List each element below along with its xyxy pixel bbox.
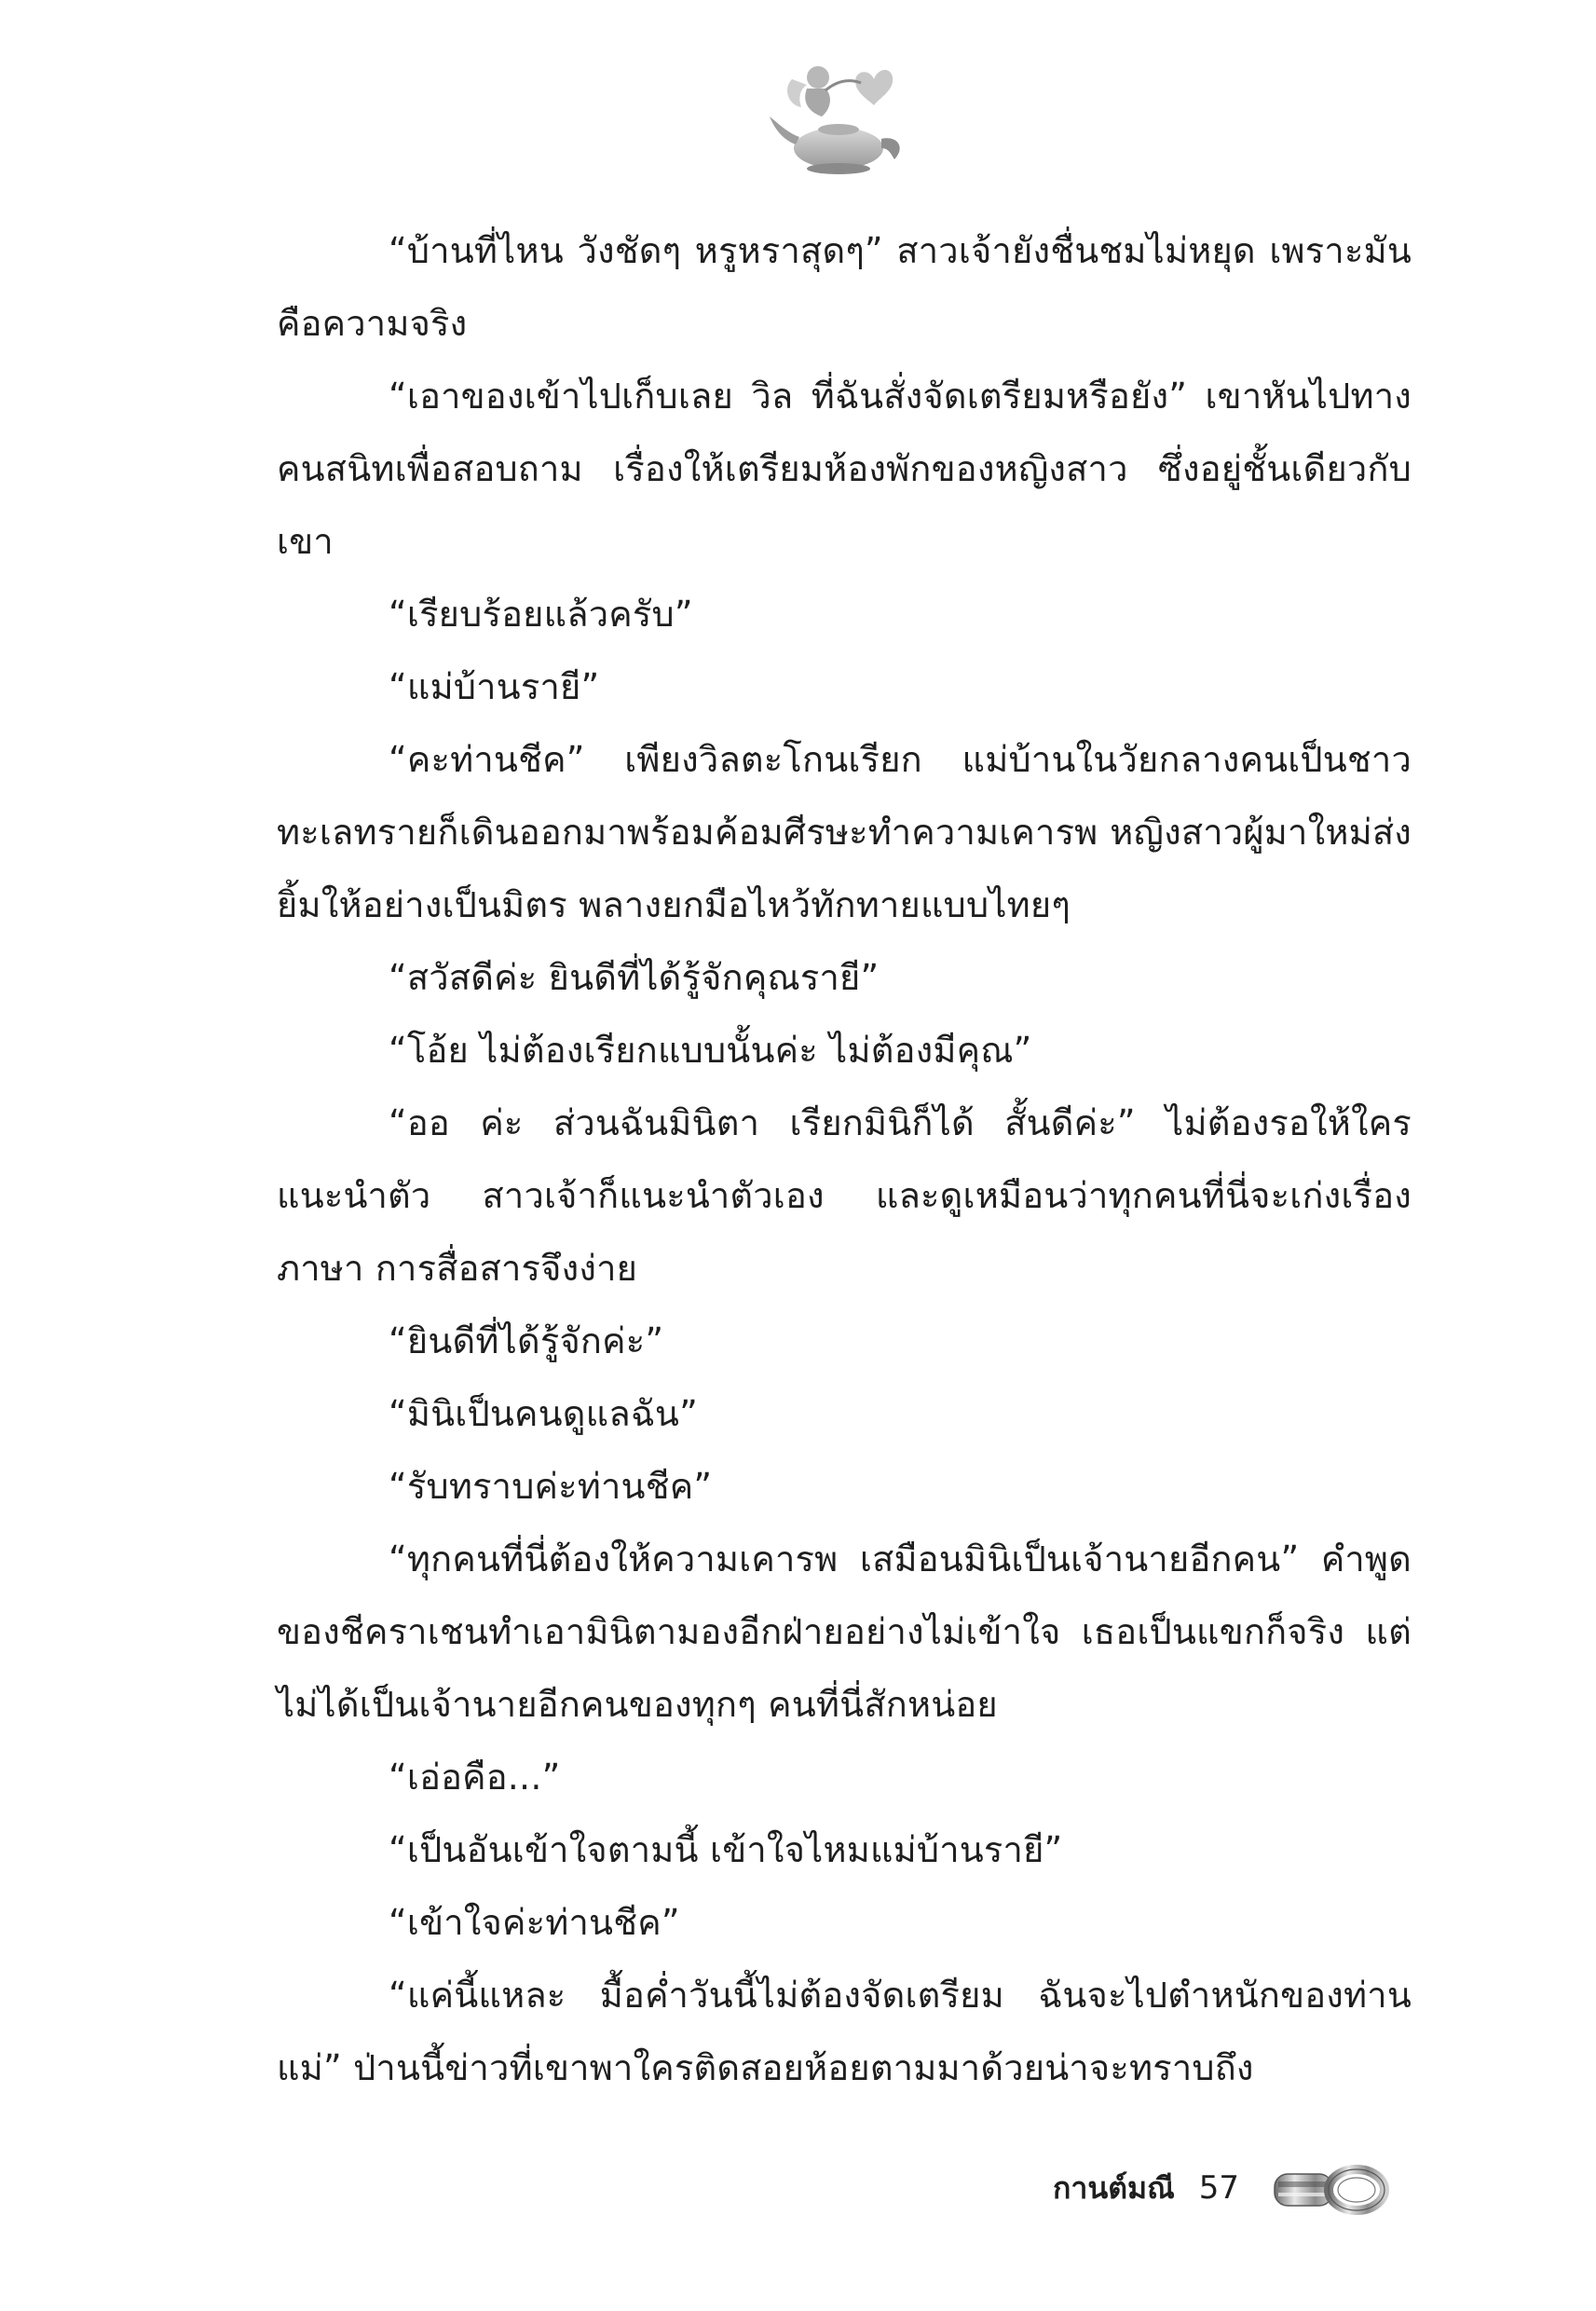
wedding-rings-icon — [1271, 2161, 1392, 2215]
paragraph: “เรียบร้อยแล้วครับ” — [389, 594, 693, 635]
paragraph: “โอ้ย ไม่ต้องเรียกแบบนั้นค่ะ ไม่ต้องมีคุณ” — [389, 1030, 1032, 1071]
paragraph: “คะท่านชีค” เพียงวิลตะโกนเรียก แม่บ้านในวัยกลางคนเป็นชาวทะเลทรายก็เดินออกมาพร้อมค้อมศีรษะทำความเคารพ หญิงสาวผู้มาใหม่ส่งยิ้มให้อย่างเป็นมิตร พลางยกมือไหว้ทักทายแบบไทยๆ — [277, 739, 1412, 925]
book-title: กานต์มณี — [1053, 2169, 1175, 2206]
paragraph: “บ้านที่ไหน วังชัดๆ หรูหราสุดๆ” สาวเจ้ายังชื่นชมไม่หยุด เพราะมันคือความจริง — [277, 230, 1412, 344]
paragraph: “เป็นอันเข้าใจตามนี้ เข้าใจไหมแม่บ้านรายี” — [389, 1829, 1063, 1870]
paragraph: “ยินดีที่ได้รู้จักค่ะ” — [389, 1320, 664, 1361]
paragraph: “แค่นี้แหละ มื้อค่ำวันนี้ไม่ต้องจัดเตรียม ฉันจะไปตำหนักของท่านแม่” ป่านนี้ข่าวที่เขาพาใครติดสอยห้อยตามมาด้วยน่าจะทราบถึง — [277, 1975, 1412, 2088]
paragraph: “แม่บ้านรายี” — [389, 666, 600, 707]
paragraph: “ออ ค่ะ ส่วนฉันมินิตา เรียกมินิก็ได้ สั้นดีค่ะ” ไม่ต้องรอให้ใครแนะนำตัว สาวเจ้าก็แนะนำตัวเอง และดูเหมือนว่าทุกคนที่นี่จะเก่งเรื่องภาษา การสื่อสารจึงง่าย — [277, 1102, 1412, 1289]
body-text — [277, 214, 1412, 2104]
page-footer — [1053, 2160, 1392, 2216]
paragraph: “เอ่อคือ...” — [389, 1757, 561, 1798]
paragraph: “มินิเป็นคนดูแลฉัน” — [389, 1393, 698, 1434]
paragraph: “ทุกคนที่นี่ต้องให้ความเคารพ เสมือนมินิเป็นเจ้านายอีกคน” คำพูดของชีคราเชนทำเอามินิตามองอีกฝ่ายอย่างไม่เข้าใจ เธอเป็นแขกก็จริง แต่ไม่ได้เป็นเจ้านายอีกคนของทุกๆ คนที่นี่สักหน่อย — [277, 1538, 1412, 1725]
cupid-on-teapot-icon — [764, 51, 913, 177]
paragraph: “เอาของเข้าไปเก็บเลย วิล ที่ฉันสั่งจัดเตรียมหรือยัง” เขาหันไปทางคนสนิทเพื่อสอบถาม เรื่องให้เตรียมห้องพักของหญิงสาว ซึ่งอยู่ชั้นเดียวกับเขา — [277, 376, 1412, 562]
page-number: 57 — [1198, 2169, 1240, 2207]
paragraph: “สวัสดีค่ะ ยินดีที่ได้รู้จักคุณรายี” — [389, 957, 880, 998]
paragraph: “รับทราบค่ะท่านชีค” — [389, 1466, 713, 1507]
paragraph: “เข้าใจค่ะท่านชีค” — [389, 1902, 680, 1943]
